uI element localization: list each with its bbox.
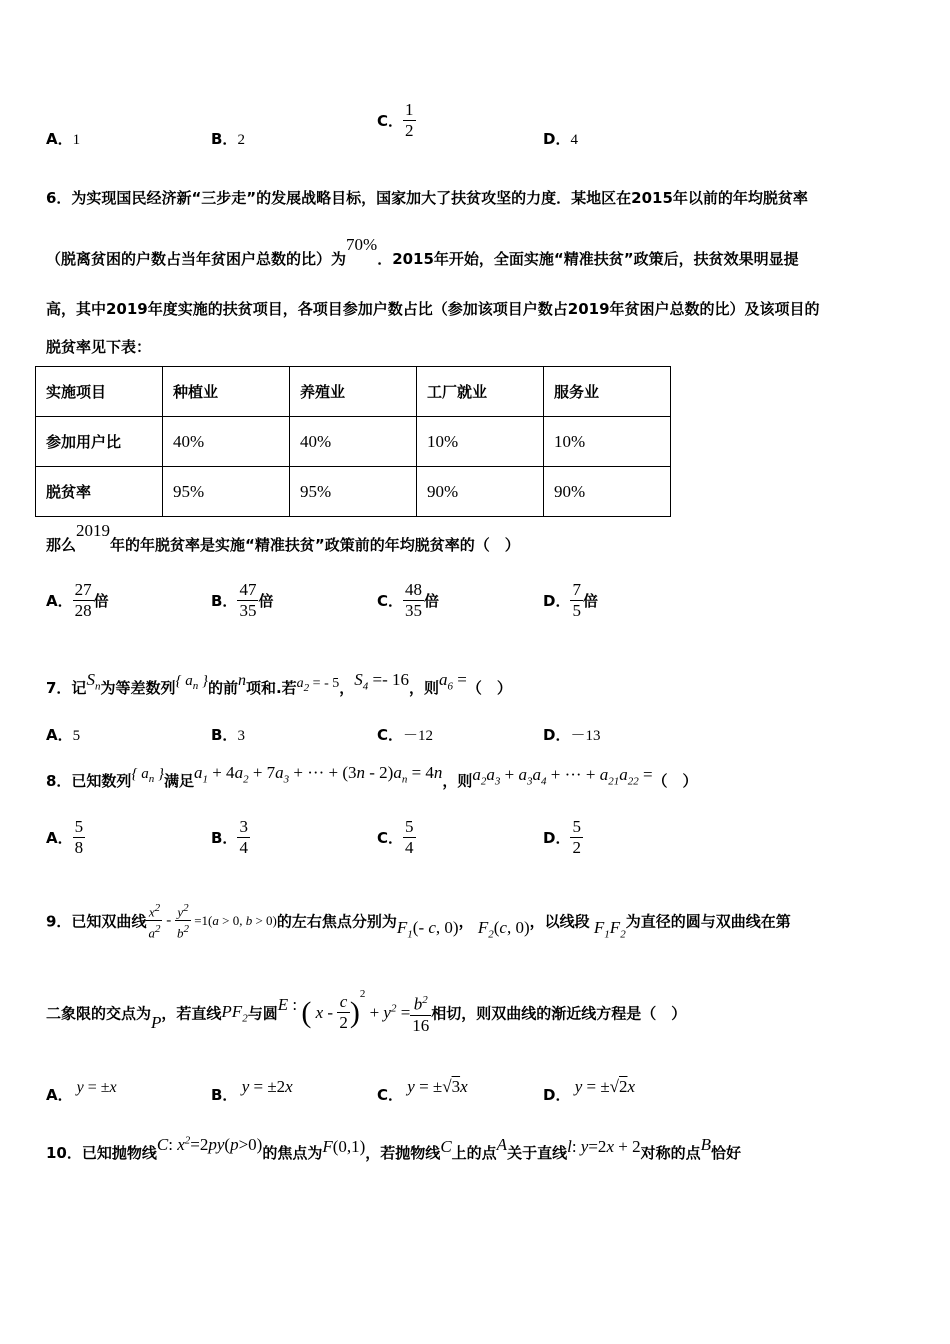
q6-line3: 高，其中2019年度实施的扶贫项目，各项目参加户数占比（参加该项目户数占2019年贫困户总数的比）及该项目的 — [46, 300, 820, 318]
q8-option-a: A． $\frac{5}{8}$ — [46, 817, 84, 857]
table-header-row — [36, 367, 671, 417]
q5-option-a: A．1 — [46, 130, 81, 148]
q6-option-c: C． $\frac{48}{35}$ 倍 — [377, 580, 440, 620]
table-header-cell: 工厂就业 — [417, 367, 544, 417]
table-cell: 脱贫率 — [36, 467, 163, 517]
poverty-table — [35, 366, 671, 517]
table-header-cell: 养殖业 — [290, 367, 417, 417]
q10-stem: 10．已知抛物线C: $x^2=2py(p>0)$的焦点为F(0,1)，若抛物线C上的点A关于直线l: y=2x + 2对称的点B恰好 — [46, 1134, 741, 1162]
table-cell: 95% — [163, 467, 290, 517]
table-cell: 90% — [544, 467, 671, 517]
q9-option-a: A． y = ±x — [46, 1079, 117, 1104]
q6-question: 那么2019年的年脱贫率是实施“精准扶贫”政策前的年均脱贫率的（ ） — [46, 521, 520, 554]
table-cell: 90% — [417, 467, 544, 517]
table-row — [36, 467, 671, 517]
q8-option-d: D． $\frac{5}{2}$ — [543, 817, 581, 857]
table-cell: 40% — [290, 417, 417, 467]
q6-line4: 脱贫率见下表： — [46, 338, 152, 356]
q5-option-c: C． $\frac{1}{2}$ — [377, 100, 414, 140]
table-cell: 40% — [163, 417, 290, 467]
q7-option-c: C．－12 — [377, 726, 434, 744]
table-row — [36, 417, 671, 467]
q6-option-a: A． $\frac{27}{28}$ 倍 — [46, 580, 109, 620]
q6-option-b: B． $\frac{47}{35}$ 倍 — [211, 580, 274, 620]
q7-option-b: B．3 — [211, 726, 245, 744]
q7-stem: 7．记$S_n$为等差数列{ $a_n$ }的前n项和.若$a_2$ = - 5，$S_4 =- 16$，则$a_6$ =（ ） — [46, 670, 512, 697]
q5-option-d: D．4 — [543, 130, 578, 148]
q6-option-d: D． $\frac{7}{5}$ 倍 — [543, 580, 598, 620]
q8-option-c: C． $\frac{5}{4}$ — [377, 817, 414, 857]
q9-option-b: B． y = ±2x — [211, 1077, 293, 1104]
table-header-cell: 服务业 — [544, 367, 671, 417]
table-cell: 10% — [544, 417, 671, 467]
q6-line1: 6．为实现国民经济新“三步走”的发展战略目标，国家加大了扶贫攻坚的力度．某地区在2015年以前的年均脱贫率 — [46, 189, 808, 207]
q7-option-d: D．－13 — [543, 726, 601, 744]
table-header-cell: 实施项目 — [36, 367, 163, 417]
q9-line1: 9．已知双曲线 $\frac{x^2}{a^2}$ - $\frac{y^2}{b^2}$ =1(a > 0, b > 0)的左右焦点分别为$F_1(-$ c, 0)， $F_2(c$, 0)，以线段 $F_1F_2$为直径的圆与双曲线在第 — [46, 902, 791, 941]
table-cell: 10% — [417, 417, 544, 467]
q7-option-a: A．5 — [46, 726, 81, 744]
q9-line2: 二象限的交点为P，若直线$PF_2$与圆E : ( x - $\frac{c}{2}$ )$^2 + y^2$ = $\frac{b^2}{16}$ 相切，则双曲线的渐近线方程是（ ） — [46, 988, 687, 1035]
q8-option-b: B． $\frac{3}{4}$ — [211, 817, 248, 857]
table-cell: 95% — [290, 467, 417, 517]
q6-line2: （脱离贫困的户数占当年贫困户总数的比）为70%．2015年开始，全面实施“精准扶贫”政策后，扶贫效果明显提 — [46, 235, 799, 268]
table-header-cell: 种植业 — [163, 367, 290, 417]
q9-option-c: C． y = ±√3x — [377, 1077, 468, 1104]
q9-option-d: D． y = ±√2x — [543, 1077, 636, 1104]
q5-option-b: B．2 — [211, 130, 245, 148]
table-cell: 参加用户比 — [36, 417, 163, 467]
q8-stem: 8．已知数列{ $a_n$ }满足$a_1 + 4a_2 + 7a_3$ + ··· + $(3n - 2)a_n = 4n$，则$a_2a_3 + a_3a_4$ + ··· + $a_{21}a_{22}$ =（ ） — [46, 763, 698, 790]
